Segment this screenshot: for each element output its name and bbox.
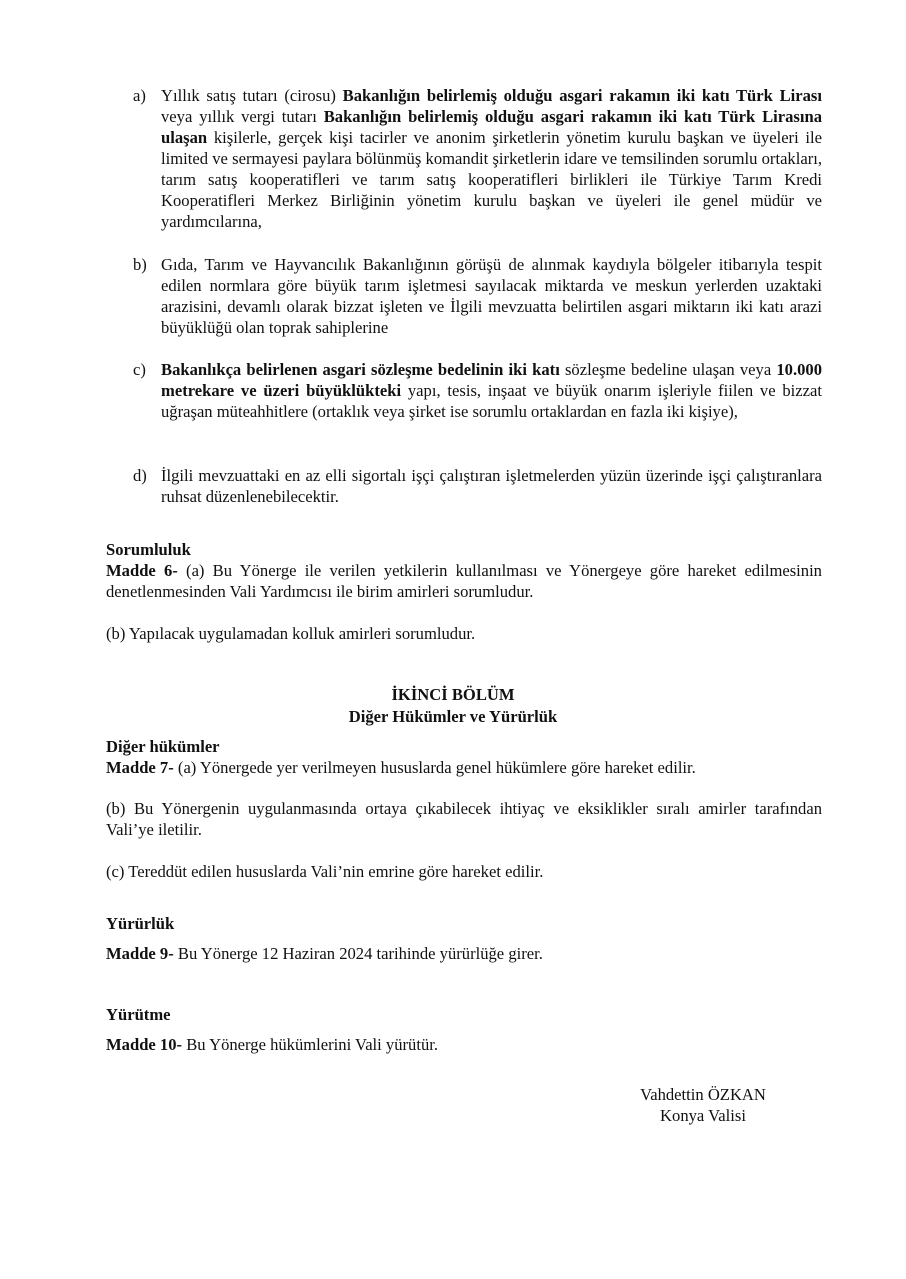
list-marker: d) (133, 466, 147, 485)
text-run: sözleşme bedeline ulaşan veya (559, 360, 777, 379)
text-run: Gıda, Tarım ve Hayvancılık Bakanlığının görüşü de alınmak kaydıyla bölgeler itibarıyla tespit edilen normlara göre büyük tarım işletmesi sayılacak miktarda ve meskun yerlerden uzaktaki arazisini, devamlı olarak bizzat işleten ve İlgili mevzuatta belirtilen asgari miktarın iki katı arazi büyüklüğü olan toprak sahiplerine (161, 255, 822, 337)
madde-label: Madde 9- (106, 944, 174, 963)
list-item-text (161, 465, 822, 507)
madde-text: (a) Yönergede yer verilmeyen hususlarda genel hükümlere göre hareket edilir. (173, 758, 696, 777)
madde-6-paragraph-a (106, 560, 822, 602)
list-item-text (161, 254, 822, 338)
list-item-text (161, 85, 822, 232)
text-run: veya yıllık vergi tutarı (161, 107, 324, 126)
madde-9-paragraph (106, 943, 822, 964)
madde-text: Bu Yönerge hükümlerini Vali yürütür. (182, 1035, 439, 1054)
emphasized-text: Bakanlıkça belirlenen asgari sözleşme bedelinin iki katı (161, 360, 560, 379)
chapter-subtitle: Diğer Hükümler ve Yürürlük (348, 707, 558, 726)
section-heading-diger-hukumler: Diğer hükümler (106, 737, 220, 756)
signatory-title: Konya Valisi (660, 1106, 746, 1125)
madde-label: Madde 6- (106, 561, 178, 580)
text-run: yapı, tesis, inşaat ve büyük onarım işleriyle fiilen ve bizzat uğraşan müteahhitlere (ortaklık veya şirket ise sorumlu ortaklardan en fazla iki kişiye), (161, 381, 822, 421)
section-heading-yurutme: Yürütme (106, 1005, 171, 1024)
emphasized-text: 10.000 metrekare ve üzeri büyüklükteki (161, 360, 822, 400)
section-heading-yururluk: Yürürlük (106, 914, 175, 933)
madde-10-paragraph (106, 1034, 822, 1055)
madde-7-paragraph-c: (c) Tereddüt edilen hususlarda Vali’nin emrine göre hareket edilir. (106, 862, 544, 881)
list-item-text (161, 359, 822, 422)
text-run: Yıllık satış tutarı (cirosu) (161, 86, 343, 105)
madde-text: (a) Bu Yönerge ile verilen yetkilerin kullanılması ve Yönergeye göre hareket edilmesinin denetlenmesinden Vali Yardımcısı ile birim amirleri sorumludur. (106, 561, 822, 601)
madde-text: Bu Yönerge 12 Haziran 2024 tarihinde yürürlüğe girer. (173, 944, 543, 963)
section-heading-sorumluluk: Sorumluluk (106, 540, 191, 559)
madde-7-paragraph-a (106, 757, 822, 778)
list-marker: c) (133, 360, 146, 379)
emphasized-text: Bakanlığın belirlemiş olduğu asgari rakamın iki katı Türk Lirasına ulaşan (161, 107, 822, 147)
chapter-title: İKİNCİ BÖLÜM (391, 685, 515, 704)
madde-label: Madde 10- (106, 1035, 183, 1054)
text-run: İlgili mevzuattaki en az elli sigortalı işçi çalıştıran işletmelerden yüzün üzerinde işçi çalıştıranlara ruhsat düzenlenebilecektir. (161, 466, 822, 506)
list-marker: b) (133, 255, 147, 274)
signatory-name: Vahdettin ÖZKAN (640, 1085, 766, 1104)
emphasized-text: Bakanlığın belirlemiş olduğu asgari rakamın iki katı Türk Lirası (342, 86, 822, 105)
madde-7-paragraph-b: (b) Bu Yönergenin uygulanmasında ortaya çıkabilecek ihtiyaç ve eksiklikler sıralı amirler tarafından Vali’ye iletilir. (106, 799, 822, 839)
text-run: kişilerle, gerçek kişi tacirler ve anonim şirketlerin yönetim kurulu başkan ve üyeleri ile limited ve sermayesi paylara bölünmüş komandit şirketlerin idare ve temsilinden sorumlu ortakları, tarım satış kooperatifleri ve tarım satış kooperatifleri birlikleri ile Türkiye Tarım Kredi Kooperatifleri Merkez Birliğinin yönetim kurulu başkan ve üyeleri ile genel müdür ve yardımcılarına, (161, 128, 822, 231)
madde-label: Madde 7- (106, 758, 174, 777)
list-marker: a) (133, 86, 146, 105)
madde-6-paragraph-b: (b) Yapılacak uygulamadan kolluk amirleri sorumludur. (106, 624, 476, 643)
